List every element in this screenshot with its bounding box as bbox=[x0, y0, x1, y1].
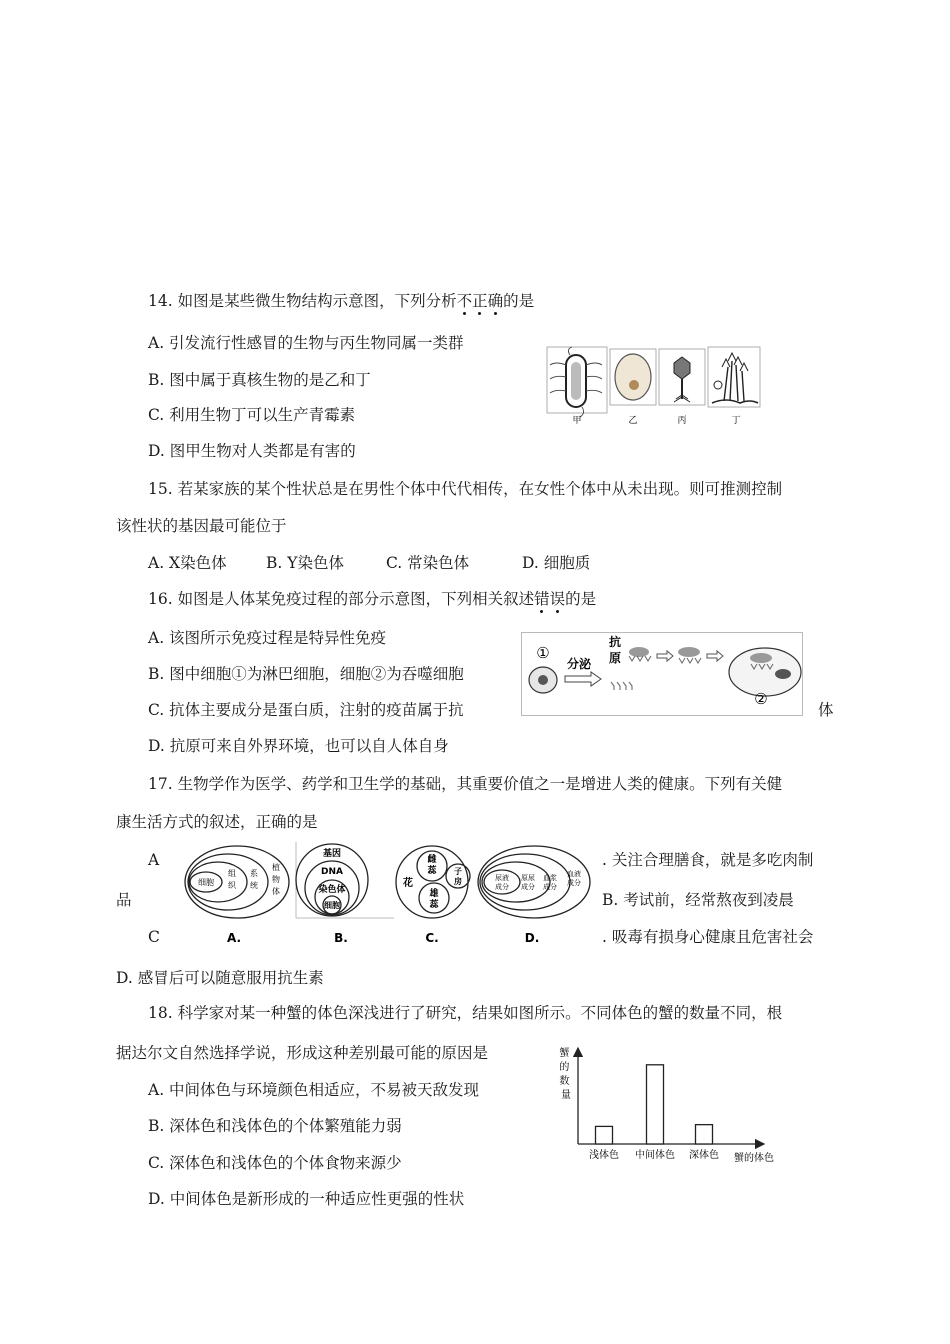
figure-label-jia: 甲 bbox=[572, 416, 582, 426]
label-urine: 尿液成分 bbox=[495, 874, 509, 891]
virus-illustration bbox=[659, 349, 705, 405]
caption-d: D. bbox=[524, 931, 540, 945]
caption-a: A. bbox=[226, 931, 242, 945]
label-ovary: 子房 bbox=[454, 867, 462, 886]
secrete-label: 分泌 bbox=[566, 657, 592, 671]
q15-option-c: C. 常染色体 bbox=[386, 554, 470, 572]
q14-stem bbox=[148, 291, 534, 311]
q17-stem-line1: 17. 生物学作为医学、药学和卫生学的基础，其重要价值之一是增进人类的健康。下列有关健 bbox=[148, 775, 783, 793]
figure-label-ding: 丁 bbox=[731, 416, 741, 426]
bar-0 bbox=[596, 1126, 613, 1144]
y-axis-label: 蟹 的 数 量 bbox=[559, 1048, 571, 1101]
q15-option-b: B. Y染色体 bbox=[266, 554, 344, 572]
figure-label-yi: 乙 bbox=[628, 416, 638, 426]
bar-2 bbox=[696, 1125, 713, 1144]
q15-option-d: D. 细胞质 bbox=[522, 554, 591, 572]
q18-stem-line2: 据达尔文自然选择学说，形成这种差别最可能的原因是 bbox=[116, 1044, 489, 1062]
antigen-shape bbox=[629, 647, 649, 657]
q17-row-c-right: . 吸毒有损身心健康且危害社会 bbox=[602, 928, 814, 946]
q17-row-b-left: 品 bbox=[116, 891, 132, 909]
q16-option-c-tail: 体 bbox=[818, 701, 834, 719]
q17-concept-figure bbox=[182, 842, 596, 948]
q17-row-a-left: A bbox=[148, 851, 160, 869]
q14-option-c: C. 利用生物丁可以生产青霉素 bbox=[148, 406, 356, 424]
q18-option-a: A. 中间体色与环境颜色相适应，不易被天敌发现 bbox=[148, 1081, 480, 1099]
x-tick-label: 深体色 bbox=[689, 1150, 719, 1161]
label-flower: 花 bbox=[403, 878, 413, 889]
q17-stem-line2: 康生活方式的叙述，正确的是 bbox=[116, 813, 318, 831]
q14-option-d: D. 图甲生物对人类都是有害的 bbox=[148, 442, 356, 460]
q16-stem-end: 的是 bbox=[565, 590, 597, 608]
arrow-icon bbox=[565, 672, 601, 686]
label-tissue: 组织 bbox=[228, 869, 236, 890]
antigen-label bbox=[609, 634, 625, 665]
antibody-icons bbox=[611, 682, 632, 690]
label-system: 系统 bbox=[250, 869, 258, 890]
cell1-label: ① bbox=[536, 644, 550, 662]
label-dna: DNA bbox=[321, 867, 343, 877]
antigen-label-char-2: 原 bbox=[609, 651, 622, 665]
label-plant: 植物体 bbox=[272, 863, 280, 896]
label-chromosome: 染色体 bbox=[318, 885, 346, 895]
q16-option-d: D. 抗原可来自外界环境，也可以自人体自身 bbox=[148, 737, 449, 755]
q18-stem-line1: 18. 科学家对某一种蟹的体色深浅进行了研究，结果如图所示。不同体色的蟹的数量不同，根 bbox=[148, 1004, 783, 1022]
q15-stem-line2: 该性状的基因最可能位于 bbox=[116, 517, 287, 535]
q18-crab-chart bbox=[556, 1040, 786, 1166]
label-pistil: 雌蕊 bbox=[427, 855, 437, 876]
q18-option-b: B. 深体色和浅体色的个体繁殖能力弱 bbox=[148, 1117, 402, 1135]
label-stamen: 雄蕊 bbox=[429, 889, 439, 910]
q16-stem-text: 16. 如图是人体某免疫过程的部分示意图，下列相关叙述 bbox=[148, 590, 535, 608]
label-cell-b: 细胞 bbox=[324, 901, 340, 910]
emphasis-char: 正 bbox=[472, 292, 488, 310]
emphasis-char: 不 bbox=[456, 292, 473, 310]
q16-option-a: A. 该图所示免疫过程是特异性免疫 bbox=[148, 629, 387, 647]
x-tick-label: 浅体色 bbox=[589, 1150, 619, 1161]
x-tick-label: 中间体色 bbox=[635, 1150, 675, 1161]
crab-color-bar-chart bbox=[556, 1040, 786, 1166]
caption-c: C. bbox=[425, 931, 439, 945]
q17-row-c-left: C bbox=[148, 928, 160, 946]
q17-option-d: D. 感冒后可以随意服用抗生素 bbox=[116, 969, 324, 987]
label-blood: 血液成分 bbox=[567, 870, 581, 887]
bar-1 bbox=[647, 1065, 664, 1144]
caption-b: B. bbox=[334, 931, 348, 945]
label-gene: 基因 bbox=[322, 849, 342, 859]
yeast-illustration bbox=[610, 349, 656, 405]
bacterium-illustration bbox=[547, 347, 607, 417]
q14-option-b: B. 图中属于真核生物的是乙和丁 bbox=[148, 371, 371, 389]
x-axis-label: 蟹的体色 bbox=[734, 1153, 774, 1164]
q17-row-a-right: . 关注合理膳食，就是多吃肉制 bbox=[602, 851, 814, 869]
q14-option-a: A. 引发流行性感冒的生物与丙生物同属一类群 bbox=[148, 334, 464, 352]
mold-illustration bbox=[708, 347, 760, 407]
label-plasma: 血浆成分 bbox=[543, 874, 557, 891]
q16-stem bbox=[148, 589, 596, 609]
q16-immune-figure bbox=[521, 632, 803, 716]
q14-stem-text: 14. 如图是某些微生物结构示意图，下列分析 bbox=[148, 292, 457, 310]
venn-diagram-d bbox=[478, 846, 590, 945]
q14-stem-end: 的是 bbox=[503, 292, 535, 310]
venn-diagram-b bbox=[296, 842, 394, 945]
q15-option-a: A. X染色体 bbox=[148, 554, 227, 572]
q14-microbe-figure bbox=[546, 345, 776, 427]
cell2-label: ② bbox=[754, 690, 768, 708]
q18-option-d: D. 中间体色是新形成的一种适应性更强的性状 bbox=[148, 1190, 465, 1208]
q18-option-c: C. 深体色和浅体色的个体食物来源少 bbox=[148, 1154, 402, 1172]
label-cell: 细胞 bbox=[198, 878, 214, 887]
figure-label-bing: 丙 bbox=[677, 416, 687, 426]
q16-option-c: C. 抗体主要成分是蛋白质，注射的疫苗属于抗 bbox=[148, 701, 464, 719]
emphasis-char: 错 bbox=[534, 590, 550, 608]
q16-option-b: B. 图中细胞①为淋巴细胞，细胞②为吞噬细胞 bbox=[148, 665, 464, 683]
antigen-label-char-1: 抗 bbox=[609, 635, 622, 649]
q17-row-b-right: B. 考试前，经常熬夜到凌晨 bbox=[602, 891, 794, 909]
emphasis-char: 确 bbox=[487, 292, 504, 310]
q15-stem-line1: 15. 若某家族的某个性状总是在男性个体中代代相传，在女性个体中从未出现。则可推测控制 bbox=[148, 480, 783, 498]
emphasis-char: 误 bbox=[549, 590, 566, 608]
venn-diagram-c bbox=[396, 846, 470, 945]
label-primary-urine: 原尿成分 bbox=[521, 874, 535, 891]
venn-diagram-a bbox=[185, 846, 289, 945]
